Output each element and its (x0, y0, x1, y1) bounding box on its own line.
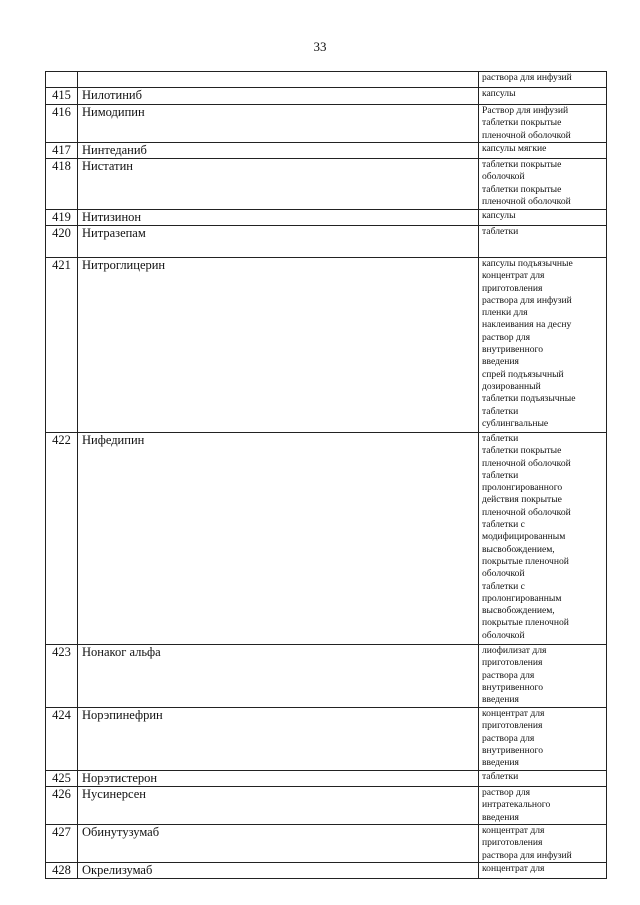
dosage-form: капсулы мягкие (479, 143, 607, 159)
table-row (46, 825, 607, 863)
row-number: 415 (46, 88, 78, 105)
table-row (46, 787, 607, 825)
dosage-form: капсулы (479, 88, 607, 105)
drug-name: Нусинерсен (78, 787, 479, 825)
drug-name: Нифедипин (78, 433, 479, 645)
row-number: 425 (46, 771, 78, 787)
table-row (46, 226, 607, 258)
dosage-form: лиофилизат для приготовления раствора для внутривенного введения (479, 645, 607, 708)
table-row (46, 771, 607, 787)
drug-name: Нимодипин (78, 105, 479, 143)
table-row (46, 708, 607, 771)
table-row (46, 645, 607, 708)
drug-name: Нилотиниб (78, 88, 479, 105)
row-number: 420 (46, 226, 78, 258)
dosage-form: концентрат для приготовления раствора для внутривенного введения (479, 708, 607, 771)
row-number: 424 (46, 708, 78, 771)
drug-name: Нонаког альфа (78, 645, 479, 708)
table-row (46, 143, 607, 159)
dosage-form: Раствор для инфузий таблетки покрытые пленочной оболочкой (479, 105, 607, 143)
row-number: 419 (46, 210, 78, 226)
row-number: 427 (46, 825, 78, 863)
dosage-form: концентрат для приготовления раствора для инфузий (479, 825, 607, 863)
row-number: 421 (46, 258, 78, 433)
dosage-form: раствор для интратекального введения (479, 787, 607, 825)
dosage-form: таблетки (479, 771, 607, 787)
row-number: 422 (46, 433, 78, 645)
drug-name: Окрелизумаб (78, 863, 479, 879)
dosage-form: таблетки таблетки покрытые пленочной оболочкой таблетки пролонгированного действия покрытые пленочной оболочкой таблетки с модифицированным высвобождением, покрытые пленочной оболочкой таблетки с пролонгированным высвобождением, покрытые пленочной оболочкой (479, 433, 607, 645)
table-row (46, 72, 607, 88)
table-row (46, 88, 607, 105)
table-row (46, 210, 607, 226)
drug-name: Нистатин (78, 159, 479, 210)
drug-name: Нитроглицерин (78, 258, 479, 433)
row-number: 426 (46, 787, 78, 825)
drug-name: Нинтеданиб (78, 143, 479, 159)
dosage-form: концентрат для (479, 863, 607, 879)
dosage-form: таблетки (479, 226, 607, 258)
drug-name: Обинутузумаб (78, 825, 479, 863)
drug-name: Норэпинефрин (78, 708, 479, 771)
row-number: 418 (46, 159, 78, 210)
drug-name: Норэтистерон (78, 771, 479, 787)
row-number (46, 72, 78, 88)
row-number: 423 (46, 645, 78, 708)
table-row (46, 863, 607, 879)
row-number: 417 (46, 143, 78, 159)
drug-table (45, 71, 607, 879)
dosage-form: таблетки покрытые оболочкой таблетки покрытые пленочной оболочкой (479, 159, 607, 210)
row-number: 428 (46, 863, 78, 879)
drug-name: Нитразепам (78, 226, 479, 258)
dosage-form: капсулы (479, 210, 607, 226)
dosage-form: капсулы подъязычные концентрат для приготовления раствора для инфузий пленки для наклеивания на десну раствор для внутривенного введения спрей подъязычный дозированный таблетки подъязычные таблетки сублингвальные (479, 258, 607, 433)
row-number: 416 (46, 105, 78, 143)
table-row (46, 159, 607, 210)
dosage-form: раствора для инфузий (479, 72, 607, 88)
table-row (46, 433, 607, 645)
page-number: 33 (313, 39, 327, 54)
table-row (46, 258, 607, 433)
table-row (46, 105, 607, 143)
drug-name (78, 72, 479, 88)
drug-name: Нитизинон (78, 210, 479, 226)
